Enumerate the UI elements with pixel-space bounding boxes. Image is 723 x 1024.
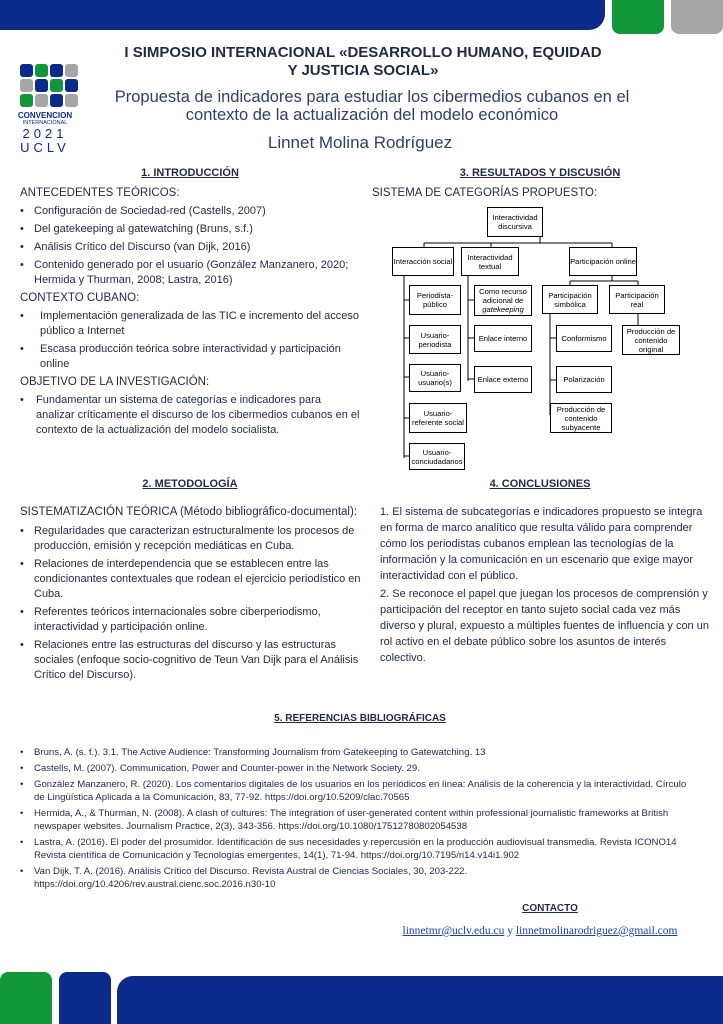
logo-year: 2021 <box>22 126 68 141</box>
diagram-node-periodista-publico: Periodista-público <box>409 285 461 315</box>
diagram-node-usuario-usuarios: Usuario-usuario(s) <box>409 364 461 392</box>
category-diagram <box>388 205 688 470</box>
diagram-node-produccion-subyacente: Producción de contenido subyacente <box>550 403 612 433</box>
list-item: • Referentes teóricos internacionales sobre ciberperiodismo, interactividad y participación online. <box>20 605 362 635</box>
conclusions-heading: 4. CONCLUSIONES <box>489 478 591 490</box>
diagram-node-produccion-original: Producción de contenido original <box>622 325 680 355</box>
list-item: • Configuración de Sociedad-red (Castells, 2007) <box>20 204 362 219</box>
results-label: SISTEMA DE CATEGORÍAS PROPUESTO: <box>372 187 598 199</box>
intro-heading: 1. INTRODUCCIÓN <box>141 167 239 179</box>
conclusions-section <box>380 504 712 669</box>
email-link-uclv[interactable]: linnetmr@uclv.edu.cu <box>402 925 505 937</box>
diagram-node-polarizacion: Polarización <box>556 366 612 393</box>
footer-blue-tab <box>59 972 111 1024</box>
diagram-node-enlace-externo: Enlace externo <box>474 366 532 393</box>
header-green-tab <box>612 0 664 34</box>
diagram-node-recurso-gatekeeping <box>474 285 532 316</box>
references-section <box>20 746 690 894</box>
method-heading: 2. METODOLOGÍA <box>142 478 238 490</box>
contact-emails <box>380 925 700 937</box>
symposium-title: I SIMPOSIO INTERNACIONAL «DESARROLLO HUMANO, EQUIDAD Y JUSTICIA SOCIAL» <box>124 44 602 79</box>
list-item: • Contenido generado por el usuario (González Manzanero, 2020; Hermida y Thurman, 2008; Lastra, 2016) <box>20 258 362 288</box>
email-joiner: y <box>507 925 513 937</box>
method-section <box>20 505 362 686</box>
contexto-list <box>20 309 362 372</box>
logo-org: UCLV <box>20 140 70 155</box>
references-list <box>20 746 690 891</box>
references-heading: 5. REFERENCIAS BIBLIOGRÁFICAS <box>274 713 446 724</box>
objetivo-label: OBJETIVO DE LA INVESTIGACIÓN: <box>20 376 210 388</box>
gatekeeping-text: gatekeeping <box>482 305 524 314</box>
diagram-node-simbolica: Participación simbólica <box>542 285 598 314</box>
list-item: • Relaciones entre las estructuras del discurso y las estructuras sociales (enfoque socio-cognitivo de Teun Van Dijk para el Análisis Crítico del Discurso). <box>20 638 362 683</box>
conclusion-item: 2. Se reconoce el papel que juegan los procesos de comprensión y participación del receptor en tanto sujeto social cada vez más diverso y plural, expuesto a múltiples fuentes de influencia y con un rol activo en el debate público sobre los asuntos de interés colectivo. <box>380 588 709 664</box>
objetivo-list <box>20 393 362 438</box>
footer-green-tab <box>0 972 52 1024</box>
list-item: • Análisis Crítico del Discurso (van Dijk, 2016) <box>20 240 362 255</box>
diagram-node-online: Participación online <box>569 247 637 276</box>
author-name: Linnet Molina Rodríguez <box>267 133 453 152</box>
method-label: SISTEMATIZACIÓN TEÓRICA (Método bibliográfico-documental): <box>20 506 358 518</box>
antecedentes-list <box>20 204 362 288</box>
list-item: • Lastra, A. (2016). El poder del prosumidor. Identificación de sus necesidades y repercusión en la producción audiovisual transmedia. Revista ICONO14 Revista científica de Comunicación y Tecnologías emergentes, 14(1), 71-94. https://doi.org/10.7195/ri14.v14i1.902 <box>20 836 690 862</box>
antecedentes-label: ANTECEDENTES TEÓRICOS: <box>20 187 180 199</box>
list-item: • Implementación generalizada de las TIC e incremento del acceso público a Internet <box>20 309 362 339</box>
list-item: • Van Dijk, T. A. (2016). Análisis Crítico del Discurso. Revista Austral de Ciencias Sociales, 30, 203-222. https://doi.org/10.4206/rev.austral.cienc.soc.2016.n30-10 <box>20 865 690 891</box>
poster-title: Propuesta de indicadores para estudiar los cibermedios cubanos en el contexto de la actualización del modelo económico <box>114 88 630 124</box>
list-item: • Relaciones de interdependencia que se establecen entre las condicionantes contextuales que rodean el ejercicio periodístico en Cuba. <box>20 557 362 602</box>
conclusion-item: 1. El sistema de subcategorías e indicadores propuesto se integra en forma de marco analítico que resulta válido para comprender cómo los periodistas cubanos emplean las tecnologías de la información y la comunicación en un escenario que exige mayor interactividad con el público. <box>380 506 703 582</box>
list-item: • Fundamentar un sistema de categorías e indicadores para analizar críticamente el discurso de los cibermedios cubanos en el contexto de la actualización del modelo socialista. <box>20 393 362 438</box>
diagram-node-social: Interacción social <box>392 247 454 276</box>
diagram-node-usuario-periodista: Usuario-periodista <box>409 325 461 354</box>
contexto-label: CONTEXTO CUBANO: <box>20 292 140 304</box>
diagram-node-usuario-conciudadanos: Usuario-conciudadanos <box>409 443 465 470</box>
list-item: • Del gatekeeping al gatewatching (Bruns, s.f.) <box>20 222 362 237</box>
header-bar <box>0 0 605 30</box>
diagram-node-usuario-referente: Usuario-referente social <box>409 403 467 433</box>
list-item: • González Manzanero, R. (2020). Los comentarios digitales de los usuarios en los periódicos en línea: Análisis de la coherencia y la interactividad. Círculo de Lingüística Aplicada a la Comunicación, 83, 77-92. https://doi.org/10.5209/clac.70565 <box>20 778 690 804</box>
convention-logo <box>15 62 75 158</box>
list-item: • Escasa producción teórica sobre interactividad y participación online <box>20 342 362 372</box>
list-item: • Bruns, A. (s. f.). 3.1. The Active Audience: Transforming Journalism from Gatekeeping to Gatewatching. 13 <box>20 746 690 759</box>
recurso-text: Como recurso adicional de <box>479 287 527 305</box>
contact-heading: CONTACTO <box>522 903 578 914</box>
logo-line2: INTERNACIONAL <box>22 120 68 126</box>
list-item: • Regularidades que caracterizan estructuralmente los procesos de producción, emisión y recepción mediáticas en Cuba. <box>20 524 362 554</box>
diagram-node-real: Participación real <box>609 285 665 314</box>
email-link-gmail[interactable]: linnetmolinarodriguez@gmail.com <box>515 925 678 937</box>
diagram-node-conformismo: Conformismo <box>556 325 612 352</box>
diagram-root: Interactividad discursiva <box>487 207 543 237</box>
header-gray-tab <box>671 0 723 34</box>
diagram-node-enlace-interno: Enlace interno <box>474 325 532 352</box>
method-list <box>20 524 362 683</box>
results-heading: 3. RESULTADOS Y DISCUSIÓN <box>459 167 621 179</box>
footer-bar <box>117 976 723 1024</box>
logo-line1: CONVENCION <box>17 111 73 120</box>
list-item: • Hermida, A., & Thurman, N. (2008). A clash of cultures: The integration of user-generated content within professional journalistic frameworks at British newspaper websites. Journalism Practice, 2(3), 343-356. https://doi.org/10.1080/17512780802054538 <box>20 807 690 833</box>
list-item: • Castells, M. (2007). Communication, Power and Counter-power in the Network Society. 29. <box>20 762 690 775</box>
diagram-node-textual: Interactividad textual <box>461 247 519 276</box>
intro-section <box>20 186 362 441</box>
